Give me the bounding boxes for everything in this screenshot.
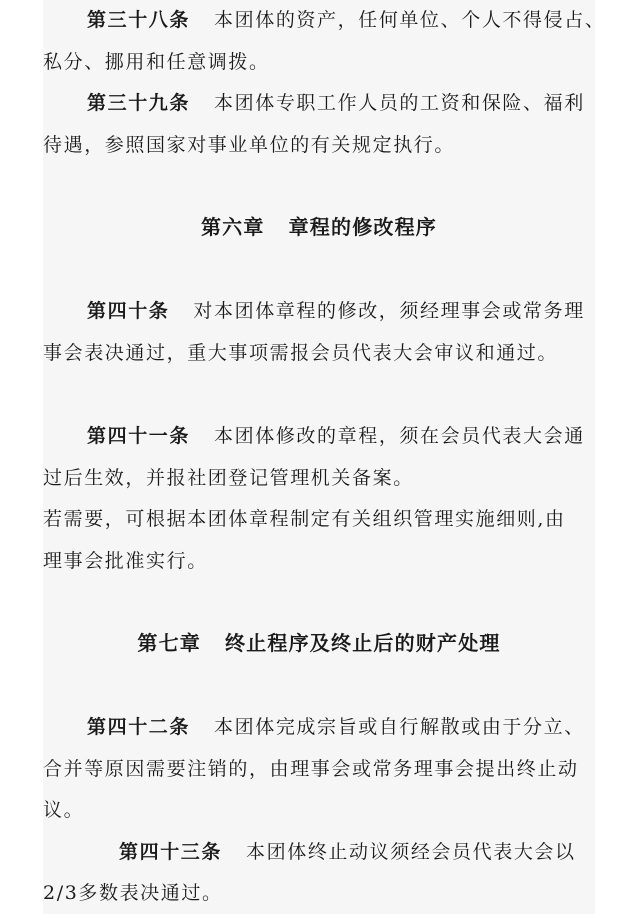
- document-page: [43, 0, 606, 914]
- article-43-text-2: 2/3多数表决通过。: [43, 882, 223, 904]
- article-41-label: 第四十一条: [87, 425, 191, 447]
- article-38-text-1: 本团体的资产，任何单位、个人不得侵占、: [214, 9, 606, 31]
- article-43-label: 第四十三条: [119, 841, 223, 863]
- article-42-text-2: 合并等原因需要注销的，由理事会或常务理事会提出终止动: [43, 758, 579, 780]
- article-40-text-1: 对本团体章程的修改，须经理事会或常务理: [193, 300, 585, 322]
- article-42-line-1: [43, 715, 630, 739]
- article-40-line-2: [43, 341, 603, 365]
- article-41-text-3: 若需要，可根据本团体章程制定有关组织管理实施细则,由: [43, 508, 566, 530]
- article-41-text-4: 理事会批准实行。: [43, 550, 208, 572]
- chapter-6-prefix: 第六章: [200, 215, 265, 239]
- article-41-line-1: [43, 424, 630, 448]
- chapter-7-prefix: 第七章: [137, 631, 201, 655]
- chapter-6-heading: [43, 215, 595, 239]
- article-43-line-2: [43, 881, 603, 905]
- article-39-line-2: [43, 133, 603, 157]
- article-43-line-1: [43, 840, 630, 864]
- chapter-6-title: 章程的修改程序: [288, 215, 437, 239]
- article-41-text-1: 本团体修改的章程，须在会员代表大会通: [214, 425, 585, 447]
- article-38-line-1: [43, 8, 630, 32]
- article-39-text-2: 待遇，参照国家对事业单位的有关规定执行。: [43, 134, 456, 156]
- article-39-line-1: [43, 91, 630, 115]
- chapter-7-title: 终止程序及终止后的财产处理: [225, 631, 501, 655]
- article-41-line-4: [43, 549, 603, 573]
- article-41-text-2: 过后生效，并报社团登记管理机关备案。: [43, 467, 414, 489]
- article-39-text-1: 本团体专职工作人员的工资和保险、福利: [214, 92, 585, 114]
- article-42-line-3: [43, 798, 603, 822]
- article-43-text-1: 本团体终止动议须经会员代表大会以: [246, 841, 576, 863]
- article-42-line-2: [43, 757, 603, 781]
- article-40-text-2: 事会表决通过，重大事项需报会员代表大会审议和通过。: [43, 342, 559, 364]
- article-38-line-2: [43, 50, 603, 74]
- article-38-label: 第三十八条: [87, 9, 191, 31]
- article-39-label: 第三十九条: [87, 92, 191, 114]
- article-42-text-3: 议。: [43, 799, 85, 821]
- article-40-line-1: [43, 299, 630, 323]
- article-42-label: 第四十二条: [87, 716, 191, 738]
- article-40-label: 第四十条: [87, 300, 170, 322]
- chapter-7-heading: [43, 631, 595, 655]
- article-41-line-3: [43, 507, 603, 531]
- article-42-text-1: 本团体完成宗旨或自行解散或由于分立、: [214, 716, 585, 738]
- article-41-line-2: [43, 466, 603, 490]
- article-38-text-2: 私分、挪用和任意调拨。: [43, 51, 270, 73]
